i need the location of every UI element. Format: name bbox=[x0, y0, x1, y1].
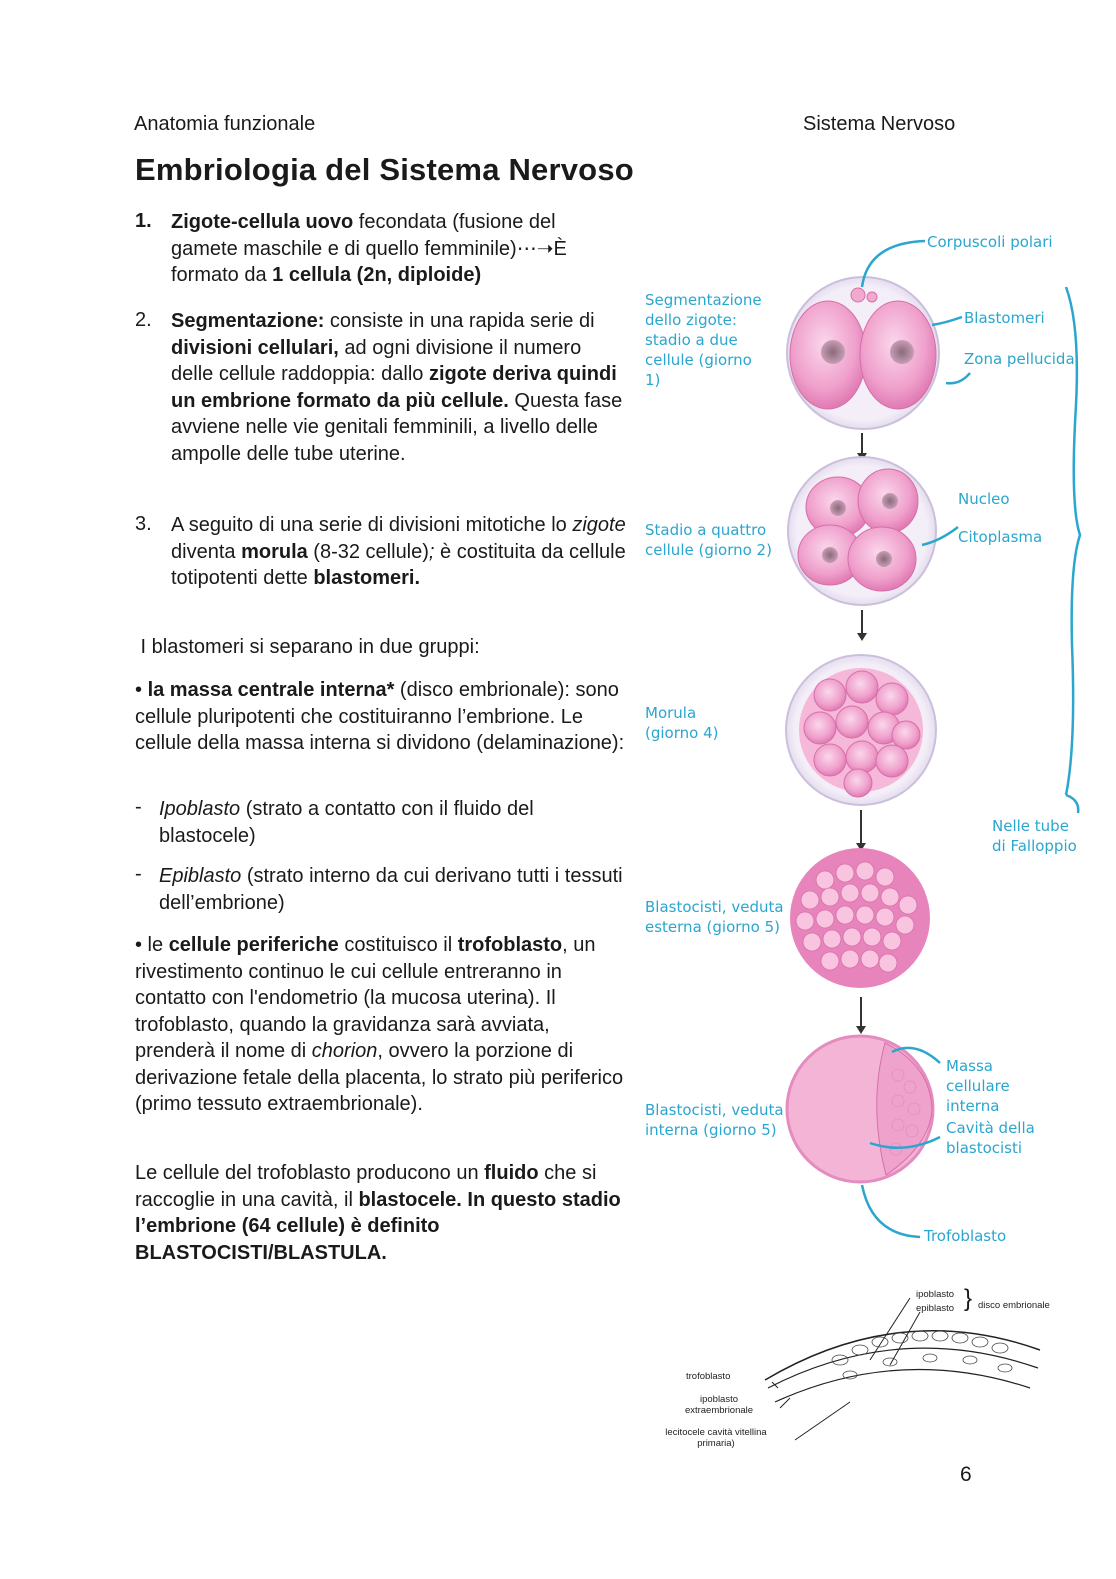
label-blastocyst-internal: Blastocisti, veduta interna (giorno 5) bbox=[645, 1101, 784, 1139]
plain-text-run: , un rivestimento continuo le cui cellule entreranno in contatto con l'endometrio (la mucosa uterina). Il trofoblasto, quando la gravidanza sarà avviata, prenderà il nome di bbox=[135, 934, 596, 1062]
bold-text-run: cellule periferiche bbox=[168, 934, 339, 956]
blastocyst-internal bbox=[787, 1036, 933, 1182]
running-header-left: Anatomia funzionale bbox=[134, 113, 316, 135]
plain-text-run: diventa bbox=[171, 540, 242, 563]
groups-intro: I blastomeri si separano in due gruppi: bbox=[135, 636, 480, 658]
bold-text-run: trofoblasto bbox=[457, 934, 563, 956]
plain-text-run: costituisco il bbox=[338, 934, 458, 956]
label-cavita: Cavità della blastocisti bbox=[946, 1119, 1035, 1157]
list-item-morula bbox=[171, 512, 626, 592]
running-header-right: Sistema Nervoso bbox=[803, 113, 956, 135]
label-ipoblasto: ipoblasto bbox=[916, 1289, 955, 1300]
label-disco: disco embrionale bbox=[978, 1300, 1050, 1311]
label-trofoblasto-diagram: trofoblasto bbox=[686, 1371, 731, 1382]
four-cell-stage bbox=[788, 457, 936, 605]
label-four-cell: Stadio a quattro cellule (giorno 2) bbox=[645, 521, 772, 559]
plain-text-run: Le cellule del trofoblasto producono un bbox=[135, 1162, 485, 1184]
inner-mass-paragraph bbox=[135, 677, 627, 757]
plain-text-run: (strato interno da cui derivano tutti i tessuti dell’embrione) bbox=[159, 865, 623, 914]
label-corpuscoli: Corpuscoli polari bbox=[927, 233, 1053, 251]
peripheral-paragraph bbox=[135, 932, 627, 1118]
bold-text-run: 1 cellula (2n, diploide) bbox=[272, 264, 482, 286]
plain-text-run: (strato a contatto con il fluido del blastocele) bbox=[159, 798, 534, 847]
label-blastomeri: Blastomeri bbox=[964, 309, 1045, 327]
italic-text-run: Ipoblasto bbox=[159, 798, 241, 820]
plain-text-run: ad ogni divisione il numero delle cellule raddoppia: dallo bbox=[171, 336, 582, 385]
plain-text-run: • bbox=[135, 679, 148, 701]
label-tube: Nelle tube di Falloppio bbox=[992, 817, 1077, 855]
plain-text-run: , ovvero la porzione di derivazione fetale della placenta, lo strato più periferico (primo tessuto extraembrionale). bbox=[135, 1040, 624, 1115]
list-item-zigote bbox=[171, 209, 626, 289]
bold-text-run: fluido bbox=[484, 1162, 539, 1184]
bold-text-run: zigote deriva quindi un embrione formato da più cellule. bbox=[171, 363, 617, 412]
bold-text-run: morula bbox=[241, 540, 308, 563]
plain-text-run: è costituita da cellule totipotenti dette bbox=[171, 540, 626, 589]
plain-text-run: (disco embrionale): sono cellule pluripotenti che costituiranno l’embrione. Le cellule della massa interna si dividono (delaminazione): bbox=[135, 679, 625, 754]
plain-text-run: fecondata (fusione del gamete maschile e di quello femminile)⋯➝È formato da bbox=[171, 211, 567, 286]
italic-text-run: chorion bbox=[311, 1040, 378, 1062]
bold-text-run: Segmentazione: bbox=[171, 310, 325, 332]
list-number-2: 2. bbox=[135, 309, 152, 331]
label-two-cell: Segmentazione dello zigote: stadio a due cellule (giorno 1) bbox=[645, 291, 762, 389]
label-nucleo: Nucleo bbox=[958, 490, 1010, 508]
sublist-dash-1: - bbox=[135, 796, 142, 818]
italic-text-run: zigote bbox=[572, 514, 626, 536]
bold-text-run: divisioni cellulari, bbox=[171, 336, 339, 359]
list-number-1: 1. bbox=[135, 210, 152, 232]
label-trofoblasto-figure: Trofoblasto bbox=[924, 1227, 1007, 1245]
plain-text-run: • le bbox=[135, 934, 169, 956]
page-title: Embriologia del Sistema Nervoso bbox=[135, 152, 634, 187]
list-number-3: 3. bbox=[135, 513, 152, 535]
plain-text-run: consiste in una rapida serie di bbox=[324, 310, 595, 332]
italic-text-run: Epiblasto bbox=[159, 865, 242, 887]
embryonic-disc-diagram bbox=[760, 1290, 1050, 1450]
page-number: 6 bbox=[960, 1463, 972, 1486]
label-epiblasto: epiblasto bbox=[916, 1303, 955, 1314]
blastocyst-external bbox=[790, 848, 930, 988]
bold-text-run: Zigote-cellula uovo bbox=[171, 211, 354, 233]
plain-text-run: che si raccoglie in una cavità, il bbox=[135, 1162, 597, 1211]
list-item-segmentazione bbox=[171, 308, 626, 467]
brace-icon: } bbox=[964, 1285, 973, 1312]
label-blastocyst-external: Blastocisti, veduta esterna (giorno 5) bbox=[645, 898, 784, 936]
plain-text-run: Questa fase avviene nelle vie genitali femminili, a livello delle ampolle delle tube uterine. bbox=[171, 389, 623, 465]
two-cell-stage bbox=[787, 277, 939, 429]
final-paragraph bbox=[135, 1160, 627, 1266]
italic-text-run: ; bbox=[428, 540, 435, 563]
morula-stage bbox=[786, 655, 936, 805]
bold-text-run: blastomeri. bbox=[313, 567, 421, 589]
label-ipoblasto-extra: ipoblasto extraembrionale bbox=[684, 1394, 754, 1416]
label-morula: Morula (giorno 4) bbox=[645, 704, 719, 742]
bold-text-run: blastocele. In questo stadio l’embrione (64 cellule) è definito BLASTOCISTI/BLASTULA. bbox=[135, 1188, 621, 1264]
label-zona: Zona pellucida bbox=[964, 350, 1075, 368]
label-massa: Massa cellulare interna bbox=[946, 1057, 1010, 1115]
label-citoplasma: Citoplasma bbox=[958, 528, 1043, 546]
sublist-dash-2: - bbox=[135, 863, 142, 885]
plain-text-run: (8-32 cellule) bbox=[307, 540, 429, 563]
sublist-epiblasto bbox=[159, 863, 629, 916]
sublist-ipoblasto bbox=[159, 796, 629, 849]
plain-text-run: A seguito di una serie di divisioni mitotiche lo bbox=[171, 514, 573, 536]
label-lecitocele: lecitocele cavità vitellina primaria) bbox=[665, 1427, 767, 1449]
bold-text-run: la massa centrale interna* bbox=[147, 679, 395, 701]
